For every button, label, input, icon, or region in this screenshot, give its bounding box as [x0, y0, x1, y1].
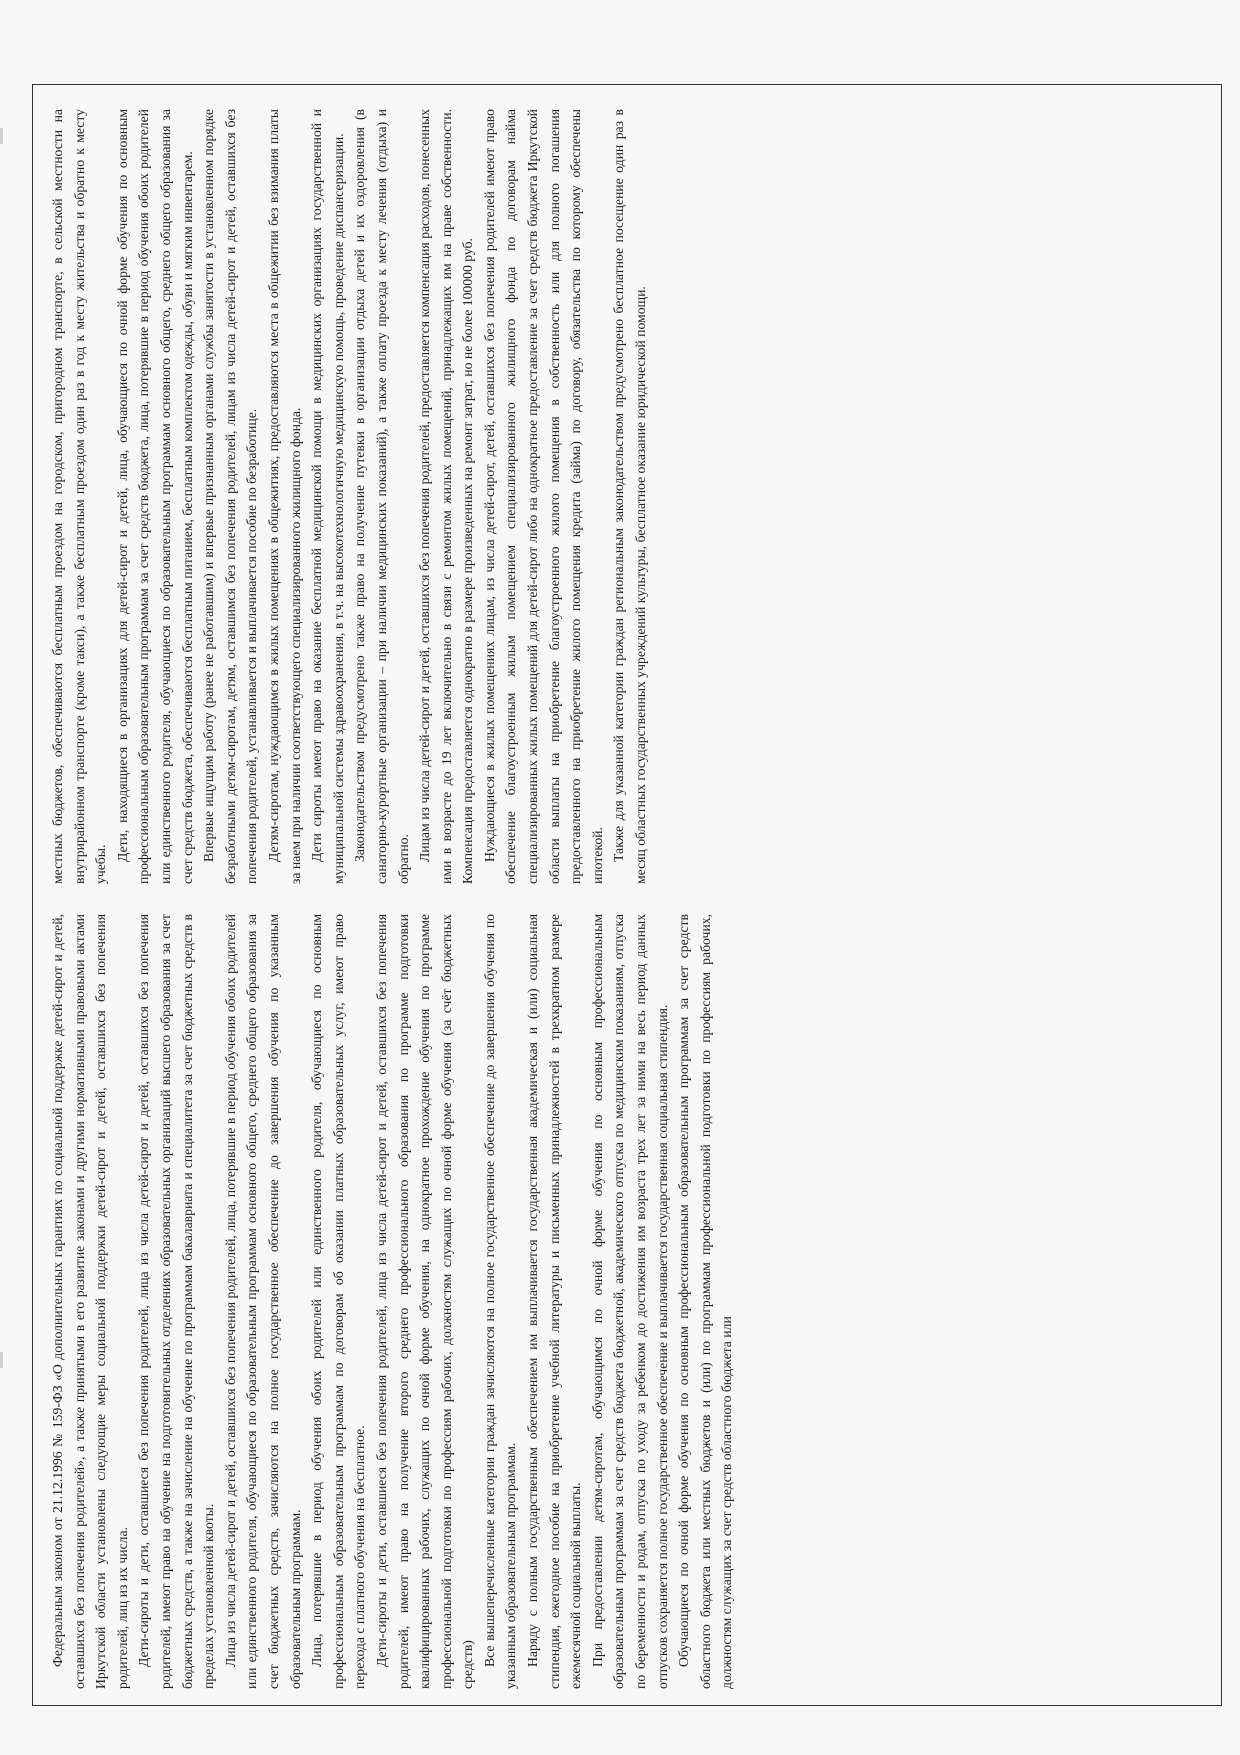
scan-edge-mark: [0, 128, 3, 144]
right-column: [47, 109, 1209, 884]
paragraph: Впервые ищущим работу (ранее не работавшим) и впервые признанным органами службы занятости в установленном порядке безработными детям-сиротам, детям, оставшимся без попечения родителей, лицам из числа детей-сирот и детей, оставшихся без попечения родителей, устанавливается и выплачивается пособие по безработице.: [201, 109, 260, 884]
paragraph: Федеральным законом от 21.12.1996 № 159-ФЗ «О дополнительных гарантиях по социальной поддержке детей-сирот и детей, оставшихся без попечения родителей», а также принятыми в его развитие законами и другими нормативными правовыми актами Иркутской области установлены следующие меры социальной поддержки детей-сирот и детей, оставшихся без попечения родителей, лиц из их числа.: [50, 914, 130, 1689]
paragraph: Обучающиеся по очной форме обучения по основным профессиональным образовательным программам за счет средств областного бюджета или местных бюджетов и (или) по программам профессиональной подготовки по профессиям рабочих, должностям служащих за счет средств областного бюджета или: [676, 914, 735, 1689]
document-frame: [32, 84, 1222, 1706]
rotated-document-body: [33, 85, 1223, 1707]
paragraph: Детям-сиротам, нуждающимся в жилых помещениях в общежитиях, предоставляются места в общежитии без взимания платы за наем при наличии соответствующего специализированного жилищного фонда.: [265, 109, 303, 884]
paragraph: Дети-сироты и дети, оставшиеся без попечения родителей, лица из числа детей-сирот и детей, оставшихся без попечения родителей, имеют право на получение второго среднего профессионального образования по программе подготовки квалифицированных рабочих, служащих по очной форме обучения, на однократное прохождение обучения по программе профессиональной подготовки по профессиям рабочих, должностям служащих по очной форме обучения (за счёт бюджетных средств): [373, 914, 476, 1689]
paragraph: Законодательством предусмотрено также право на получение путевки в организации отдыха детей и их оздоровления (в санаторно-курортные организации – при наличии медицинских показаний), а также оплату проезда к месту лечения (отдыха) и обратно.: [352, 109, 411, 884]
paragraph: Лица, потерявшие в период обучения обоих родителей или единственного родителя, обучающиеся по основным профессиональным образовательным программам по договорам об оказании платных образовательных услуг, имеют право перехода с платного обучения на бесплатное.: [309, 914, 368, 1689]
paragraph: При предоставлении детям-сиротам, обучающимся по очной форме обучения по основным профессиональным образовательным программам за счет средств бюджета бюджетной, академического отпуска по медицинским показаниям, отпуска по беременности и родам, отпуска по уходу за ребенком до достижения им возраста трех лет за ними на весь период данных отпусков сохраняется полное государственное обеспечение и выплачивается государственная социальная стипендия.: [589, 914, 670, 1689]
paragraph: местных бюджетов, обеспечиваются бесплатным проездом на городском, пригородном транспорте, в сельской местности на внутрирайонном транспорте (кроме такси), а также бесплатным проездом один раз в год к месту жительства и обратно к месту учебы.: [50, 109, 109, 884]
paragraph: Лицам из числа детей-сирот и детей, оставшихся без попечения родителей, предоставляется компенсация расходов, понесенных ими в возрасте до 19 лет включительно в связи с ремонтом жилых помещений, принадлежащих им на праве собственности. Компенсация предоставляется однократно в размере произведенных на ремонт затрат, но не более 100000 руб.: [417, 109, 476, 884]
paragraph: Нуждающиеся в жилых помещениях лицам, из числа детей-сирот, детей, оставшихся без попечения родителей имеют право обеспечение благоустроенным жилым помещением специализированного жилищного фонда по договорам найма специализированных жилых помещений для детей-сирот либо на однократное предоставление за счет средств бюджета Иркутской области выплаты на приобретение благоустроенного жилого помещения в собственность или для полного погашения предоставленного на приобретение жилого помещения кредита (займа) по договору, обязательства по которому обеспечены ипотекой.: [481, 109, 605, 884]
paragraph: Также для указанной категории граждан региональным законодательством предусмотрено бесплатное посещение один раз в месяц областных государственных учреждений культуры, бесплатное оказание юридической помощи.: [611, 109, 649, 884]
paragraph: Лица из числа детей-сирот и детей, оставшихся без попечения родителей, лица, потерявшие в период обучения обоих родителей или единственного родителя, обучающиеся по образовательным программам основного общего, среднего общего образования за счет бюджетных средств, зачисляются на полное государственное обеспечение до завершения обучения по указанным образовательным программам.: [222, 914, 303, 1689]
paragraph: Дети сироты имеют право на оказание бесплатной медицинской помощи в медицинских организациях государственной и муниципальной системы здравоохранения, в т.ч. на высокотехнологичную медицинскую помощь, проведение диспансеризации.: [309, 109, 346, 884]
paragraph: Наряду с полным государственным обеспечением им выплачивается государственная академическая и (или) социальная стипендия, ежегодное пособие на приобретение учебной литературы и письменных принадлежностей в трехкратном размере ежемесячной социальной выплаты.: [525, 914, 584, 1689]
left-column: [47, 914, 1209, 1689]
scan-edge-mark: [0, 1352, 3, 1368]
paragraph: Все вышеперечисленные категории граждан зачисляются на полное государственное обеспечение до завершения обучения по указанным образовательным программам.: [481, 914, 519, 1689]
paragraph: Дети-сироты и дети, оставшиеся без попечения родителей, лица из числа детей-сирот и детей, оставшихся без попечения родителей, имеют право на обучение на подготовительных отделениях образовательных организаций высшего образования за счет бюджетных средств, а также на зачисление на обучение по программам бакалавриата и специалитета за счет бюджетных средств в пределах установленной квоты.: [136, 914, 217, 1689]
paragraph: Дети, находящиеся в организациях для детей-сирот и детей, лица, обучающиеся по очной форме обучения по основным профессиональным образовательным программам за счет средств бюджета, лица, потерявшие в период обучения обоих родителей или единственного родителя, обучающиеся по образовательным программам основного общего, среднего общего образования за счет средств бюджета, обеспечиваются бесплатным питанием, бесплатным комплектом одежды, обуви и мягким инвентарем.: [114, 109, 195, 884]
